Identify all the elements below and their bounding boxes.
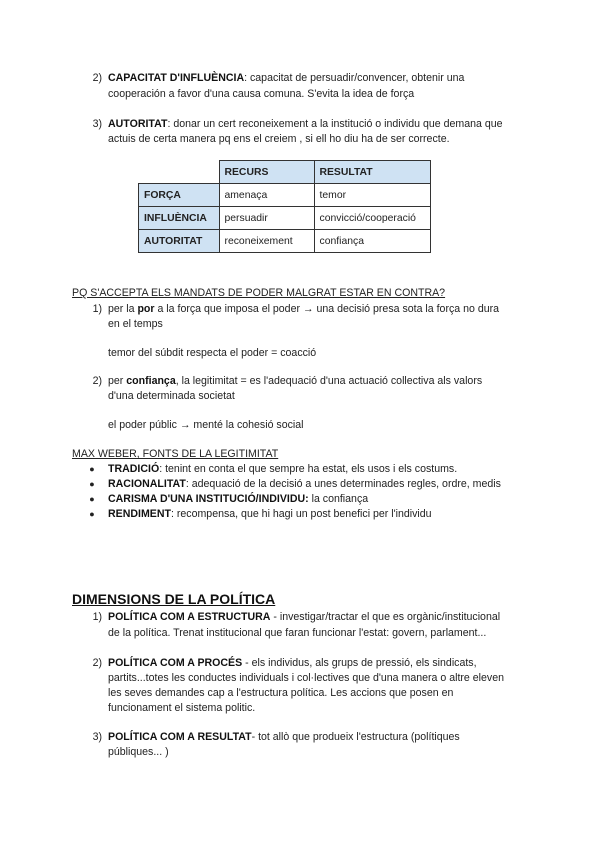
- list-number: 3): [92, 731, 102, 743]
- list-item-rendiment: [108, 507, 432, 522]
- list-item-autoritat: [108, 117, 503, 132]
- list-item-continuation: de la política. Trenat institucional que faran funcionar l'estat: govern, parlament...: [108, 627, 487, 639]
- term-bold: CARISMA D'UNA INSTITUCIÓ/INDIVIDU:: [108, 493, 309, 505]
- table-header-cell: RESULTAT: [314, 161, 430, 184]
- table-header-row: [139, 161, 431, 184]
- list-item-continuation: cooperación a favor d'una causa comuna. S'evita la idea de força: [108, 88, 415, 100]
- term-bold: confiança: [126, 375, 176, 387]
- list-item-por: [108, 302, 499, 317]
- term-bold: RACIONALITAT: [108, 478, 186, 490]
- list-number: 2): [92, 657, 102, 669]
- term-definition: : adequació de la decisió a unes determinades regles, ordre, medis: [185, 478, 501, 490]
- list-item-continuation: funcionament el sistema politic.: [108, 702, 256, 714]
- term-bold: AUTORITAT: [108, 118, 168, 130]
- table-row-label: AUTORITAT: [139, 230, 220, 253]
- section-heading-pq: PQ S'ACCEPTA ELS MANDATS DE PODER MALGRAT ESTAR EN CONTRA?: [72, 287, 446, 299]
- table-corner: [139, 161, 220, 184]
- term-definition: : recompensa, que hi hagi un post benefici per l'individu: [170, 508, 432, 520]
- list-item-continuation: d'una determinada societat: [108, 390, 235, 402]
- text-prefix: per: [108, 375, 127, 387]
- list-item-resultat: [108, 730, 460, 745]
- list-item-continuation: en el temps: [108, 318, 163, 330]
- table-cell: confiança: [314, 230, 430, 253]
- list-item-carisma: [108, 492, 368, 507]
- power-table: [138, 160, 431, 253]
- list-item-tradicio: [108, 462, 457, 477]
- table-cell: convicció/cooperació: [314, 207, 430, 230]
- term-definition: , la legitimitat = es l'adequació d'una actuació collectiva als valors: [175, 375, 483, 387]
- table-cell: amenaça: [219, 184, 314, 207]
- term-bold: POLÍTICA COM A ESTRUCTURA: [108, 611, 271, 623]
- term-bold: por: [137, 303, 155, 315]
- table-cell: reconeixement: [219, 230, 314, 253]
- list-item-confianca: [108, 374, 482, 389]
- term-bold: CAPACITAT D'INFLUÈNCIA: [108, 72, 245, 84]
- term-definition: : tenint en conta el que sempre ha estat, els usos i els costums.: [159, 463, 458, 475]
- list-item-capacitat: [108, 71, 464, 86]
- text-prefix: per la: [108, 303, 138, 315]
- table-row: [139, 207, 431, 230]
- term-bold: RENDIMENT: [108, 508, 171, 520]
- list-number: 3): [92, 118, 102, 130]
- term-definition: a la força que imposa el poder → una decisió presa sota la força no dura: [154, 303, 500, 315]
- term-definition: - tot allò que produeix l'estructura (polítiques: [251, 731, 460, 743]
- table-header-cell: RECURS: [219, 161, 314, 184]
- table-cell: temor: [314, 184, 430, 207]
- section-heading-dimensions: DIMENSIONS DE LA POLÍTICA: [72, 591, 276, 607]
- term-bold: POLÍTICA COM A PROCÉS: [108, 657, 243, 669]
- term-definition: la confiança: [308, 493, 369, 505]
- section-heading-weber: MAX WEBER, FONTS DE LA LEGITIMITAT: [72, 448, 279, 460]
- note-text: el poder públic → menté la cohesió social: [108, 419, 304, 431]
- table-row-label: INFLUÈNCIA: [139, 207, 220, 230]
- table-cell: persuadir: [219, 207, 314, 230]
- list-number: 1): [92, 611, 102, 623]
- table-row: [139, 184, 431, 207]
- list-item-continuation: les seves demandes cap a l'estructura política. Les accions que posen en: [108, 687, 454, 699]
- list-item-proces: [108, 656, 477, 671]
- note-text: temor del súbdit respecta el poder = coacció: [108, 347, 317, 359]
- list-number: 2): [92, 375, 102, 387]
- term-definition: : donar un cert reconeixement a la institució o individu que demana que: [167, 118, 503, 130]
- bullet-icon: ●: [89, 464, 95, 474]
- list-item-continuation: partits...totes les conductes individuals i col·lectives que d'una manera o altre eleven: [108, 672, 504, 684]
- table-row-label: FORÇA: [139, 184, 220, 207]
- list-number: 1): [92, 303, 102, 315]
- term-definition: : capacitat de persuadir/convencer, obtenir una: [244, 72, 465, 84]
- list-number: 2): [92, 72, 102, 84]
- table-row: [139, 230, 431, 253]
- list-item-continuation: públiques... ): [108, 746, 169, 758]
- list-item-racionalitat: [108, 477, 501, 492]
- list-item-continuation: actuis de certa manera pq ens el creiem , si ell ho diu ha de ser correcte.: [108, 133, 450, 145]
- bullet-icon: ●: [89, 494, 95, 504]
- bullet-icon: ●: [89, 479, 95, 489]
- term-bold: POLÍTICA COM A RESULTAT: [108, 731, 252, 743]
- term-bold: TRADICIÓ: [108, 463, 160, 475]
- bullet-icon: ●: [89, 509, 95, 519]
- term-definition: - investigar/tractar el que es orgànic/institucional: [270, 611, 501, 623]
- list-item-estructura: [108, 610, 500, 625]
- term-definition: - els individus, als grups de pressió, els sindicats,: [242, 657, 477, 669]
